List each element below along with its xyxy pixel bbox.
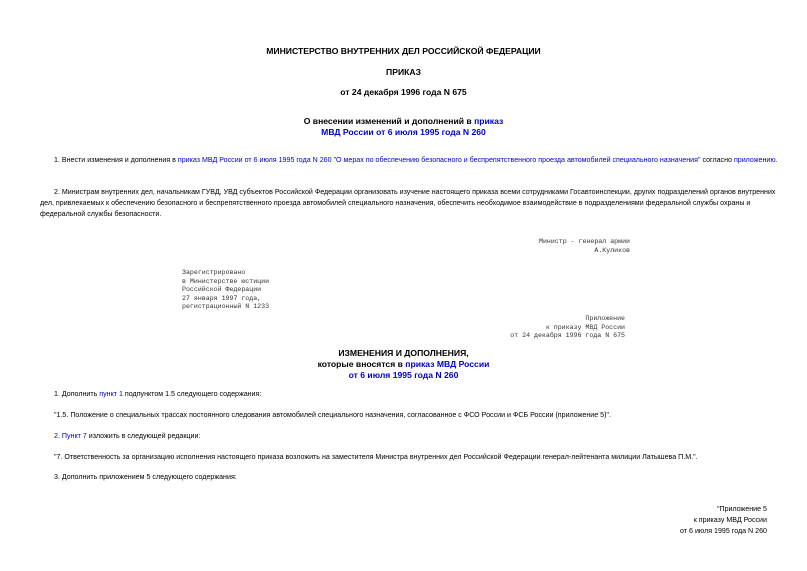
doc-title-prefix: О внесении изменений и дополнений в — [303, 116, 475, 126]
paragraph-1 — [40, 155, 778, 166]
registration-line: Зарегистрировано — [182, 269, 246, 276]
changes-heading: ИЗМЕНЕНИЯ И ДОПОЛНЕНИЯ, — [338, 348, 469, 358]
paragraph-2: 2. Министрам внутренних дел, начальникам ГУВД, УВД субъектов Российской Федерации организовать изучение настоящего приказа всеми сотрудниками Госавтоинспекции, других подразделений органов внутренних дел, привлекаемых к обеспечению безопасного и беспрепятственного проезда автомобилей специального назначения, обеспечить необходимое взаимодействие в подразделениями федеральной службы охраны и федеральной службы безопасности. — [40, 188, 776, 218]
appendix-5-line: к приказу МВД России — [693, 516, 767, 524]
ministry-heading: МИНИСТЕРСТВО ВНУТРЕННИХ ДЕЛ РОССИЙСКОЙ ФЕДЕРАЦИИ — [266, 46, 541, 56]
point-7-link[interactable]: Пункт 7 — [61, 432, 87, 440]
order-date-link[interactable]: от 6 июля 1995 года N 260 — [348, 370, 459, 380]
paragraph-1-period: . — [775, 156, 778, 164]
point-1-link[interactable]: пункт 1 — [99, 390, 123, 398]
registration-block — [182, 269, 269, 312]
signature-block — [539, 238, 630, 255]
registration-line: регистрационный N 1233 — [182, 303, 270, 311]
registration-line: Российской Федерации — [182, 286, 262, 294]
appendix-5-line: от 6 июля 1995 года N 260 — [680, 527, 767, 535]
change-item-2-text: изложить в следующей редакции: — [86, 432, 201, 440]
changes-subheading-text: которые вносятся в — [317, 359, 406, 369]
appendix-reference — [510, 315, 625, 341]
appendix-reference-line: Приложение — [585, 315, 625, 322]
registration-line: 27 января 1997 года, — [182, 294, 262, 302]
change-item-2-quote: "7. Ответственность за организацию исполнения настоящего приказа возложить на заместителя Министра внутренних дел Российской Федерации генерал-лейтенанта милиции Латышева П.М.". — [54, 453, 698, 461]
changes-subheading — [0, 359, 807, 369]
change-item-1-quote: "1.5. Положение о специальных трассах постоянного следования автомобилей специального назначения, согласованное с ФСО России и ФСБ России (приложение 5)". — [54, 411, 611, 419]
change-item-1-text: 1. Дополнить — [54, 390, 100, 398]
item-2-link[interactable]: 2. — [54, 432, 60, 440]
paragraph-1-text: 1. Внести изменения и дополнения в — [54, 156, 178, 164]
registration-line: в Министерстве юстиции — [182, 277, 270, 285]
appendix-reference-line: от 24 декабря 1996 года N 675 — [510, 332, 625, 340]
order-260-link[interactable]: приказ МВД России от 6 июля 1995 года N 260 "О мерах по обеспечению безопасного и беспрепятственного проезда автомобилей специального назначения" — [177, 156, 701, 164]
change-item-1-text-2: подпунктом 1.5 следующего содержания: — [122, 390, 262, 398]
change-item-1 — [54, 389, 261, 400]
appendix-link[interactable]: приложению — [733, 156, 776, 164]
doc-type-heading: ПРИКАЗ — [386, 67, 421, 77]
doc-title-line1 — [0, 116, 807, 126]
order-link-continued[interactable]: МВД России от 6 июля 1995 года N 260 — [321, 127, 486, 137]
appendix-reference-line: к приказу МВД России — [545, 323, 625, 331]
signature-title: Министр - генерал армии — [538, 238, 630, 245]
order-mvd-link[interactable]: приказ МВД России — [405, 359, 490, 369]
appendix-5-heading — [680, 504, 767, 537]
appendix-5-line: "Приложение 5 — [716, 505, 767, 513]
signature-name: А.Куликов — [594, 246, 630, 254]
order-link[interactable]: приказ — [474, 116, 504, 126]
change-item-2 — [54, 431, 200, 442]
change-item-3: 3. Дополнить приложением 5 следующего содержания: — [54, 473, 237, 481]
paragraph-1-text-2: согласно — [700, 156, 732, 164]
doc-date-number: от 24 декабря 1996 года N 675 — [340, 87, 467, 97]
